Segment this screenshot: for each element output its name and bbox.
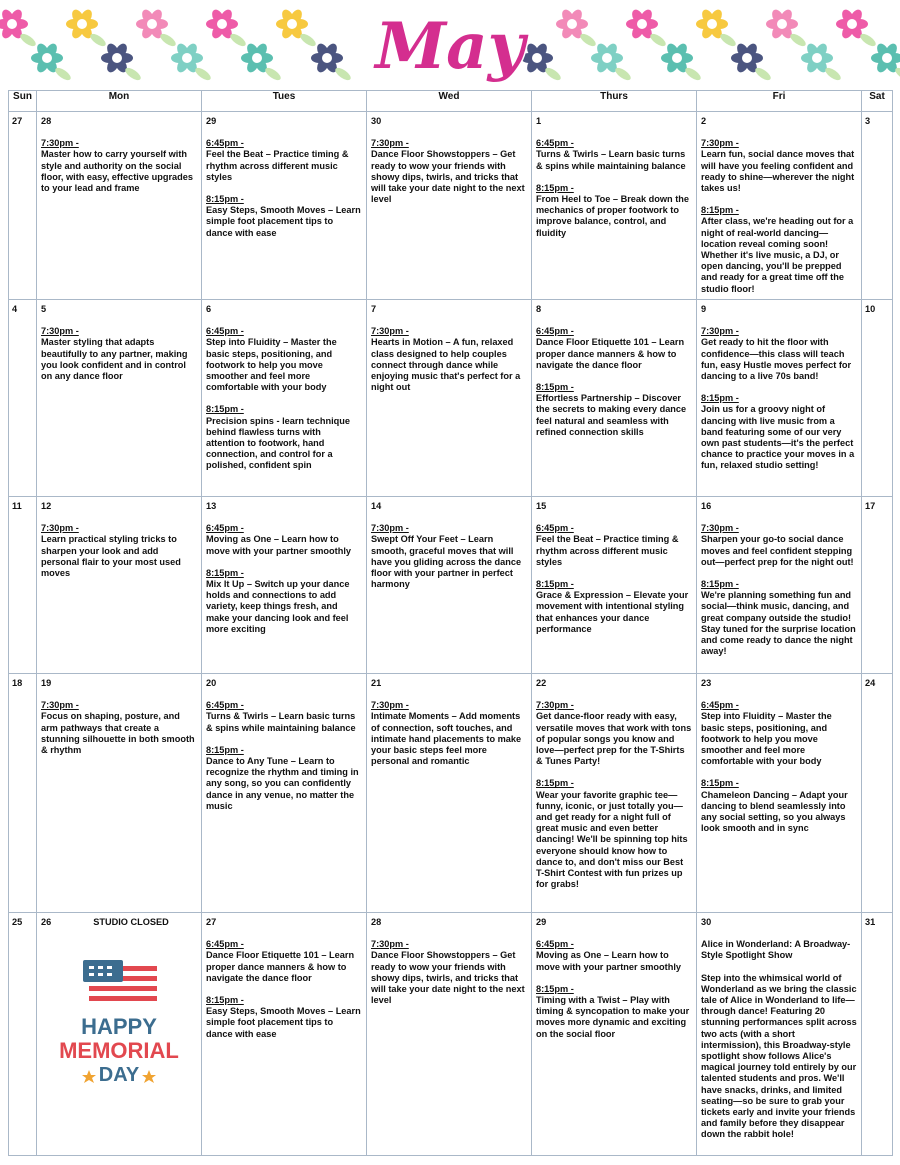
event-description: Precision spins - learn technique behind flawless turns with attention to footwork, hand connection, and control for a polished, confident spin: [206, 415, 350, 471]
event-description: Effortless Partnership – Discover the secrets to making every dance feel natural and seamless with refined connection skills: [536, 393, 687, 437]
holiday-line-2: MEMORIAL: [59, 1038, 179, 1064]
day-number: 21: [371, 678, 382, 688]
event-time: 7:30pm -: [536, 700, 574, 711]
day-cell: [367, 913, 532, 1156]
event-description: Mix It Up – Switch up your dance holds and connections to add variety, keep things fresh, and make your dancing look and feel more exciting: [206, 579, 350, 634]
day-cell: [37, 674, 202, 913]
event-time: 8:15pm -: [536, 983, 574, 994]
event-description: Master how to carry yourself with style and authority on the social floor, with easy, effective upgrades to your lead and frame: [41, 149, 193, 194]
event-description: Hearts in Motion – A fun, relaxed class designed to help couples connect through dance while enjoying music that's perfect for a night out: [371, 337, 521, 393]
day-number: 20: [206, 678, 217, 688]
event-description: Get ready to hit the floor with confidence—this class will teach fun, easy Hustle moves perfect for dancing to a live 70s band!: [701, 337, 852, 382]
event-description: Intimate Moments – Add moments of connection, soft touches, and intimate hand placements to make your basic steps feel more personal and romantic: [371, 711, 522, 767]
day-cell: [697, 112, 862, 300]
event-description: Dance to Any Tune – Learn to recognize the rhythm and timing in any song, so you can confidently dance in any venue, no matter the music: [206, 756, 359, 811]
day-cell: [37, 300, 202, 497]
day-cell: [37, 112, 202, 300]
event-description: We're planning something fun and social—think music, dancing, and great company outside the studio! Stay tuned for the surprise location and come ready to dance the night away!: [701, 590, 856, 657]
day-cell: [367, 674, 532, 913]
event-description: Step into the whimsical world of Wonderland as we bring the classic tale of Alice in Wonderland to life—through dance! Featuring 20 stunning performances split across two acts (with a short intermission), this Broadway-style spotlight show follows Alice's magical journey told entirely by our talented students and pros. We'll have snacks, drinks, and limited seating—so be sure to grab your tickets early and invite your friends and family before they disappear down the rabbit hole!: [701, 972, 857, 1140]
studio-closed-note: STUDIO CLOSED: [93, 917, 169, 927]
day-cell-sun: 25: [9, 913, 37, 1156]
day-cell: [697, 300, 862, 497]
event-time: 8:15pm -: [701, 205, 739, 216]
floral-banner: [0, 0, 900, 88]
event-description: Moving as One – Learn how to move with your partner smoothly: [206, 534, 351, 556]
day-number: 29: [206, 116, 217, 126]
event-description: Dance Floor Etiquette 101 – Learn proper dance manners & how to navigate the dance floor: [536, 337, 685, 370]
day-cell-sat: 10: [862, 300, 893, 497]
event-description: Get dance-floor ready with easy, versatile moves that work with tons of popular songs you know and love—perfect prep for the T-Shirts & Tunes Party!: [536, 711, 692, 767]
event-title: Alice in Wonderland: A Broadway-Style Spotlight Show: [701, 939, 851, 961]
day-cell: [202, 497, 367, 674]
day-number: 7: [371, 304, 377, 314]
event-time: 6:45pm -: [206, 939, 244, 950]
event-time: 7:30pm -: [371, 700, 409, 711]
day-number: 28: [41, 116, 52, 126]
day-cell-memorial: [37, 913, 202, 1156]
event-description: Learn fun, social dance moves that will have you feeling confident and ready to shine—wherever the night takes us!: [701, 149, 855, 194]
event-description: Focus on shaping, posture, and arm pathways that create a stunning silhouette in both smooth & rhythm: [41, 711, 195, 756]
event-time: 8:15pm -: [536, 382, 574, 393]
day-number: 26: [41, 917, 52, 927]
american-flag-icon: [83, 960, 157, 1008]
event-description: Join us for a groovy night of dancing with live music from a band featuring some of our very own past students—it's the perfect chance to practice your moves in a fun, relaxed studio setting!: [701, 404, 855, 471]
event-description: Step into Fluidity – Master the basic steps, positioning, and footwork to help you move smoother and feel more comfortable with your body: [701, 711, 832, 767]
event-time: 6:45pm -: [536, 326, 574, 337]
calendar-grid: [8, 90, 893, 1156]
event-time: 7:30pm -: [371, 326, 409, 337]
event-time: 8:15pm -: [206, 404, 244, 415]
weekday-wed: Wed: [367, 91, 532, 112]
day-cell: [37, 497, 202, 674]
day-cell: [367, 112, 532, 300]
day-cell-sun: 4: [9, 300, 37, 497]
week-row: [9, 497, 893, 674]
day-number: 16: [701, 501, 712, 511]
day-number: 27: [206, 917, 217, 927]
event-description: Easy Steps, Smooth Moves – Learn simple foot placement tips to dance with ease: [206, 205, 361, 238]
event-time: 7:30pm -: [701, 523, 739, 534]
day-number: 19: [41, 678, 52, 688]
event-time: 6:45pm -: [536, 939, 574, 950]
day-cell-sat: 31: [862, 913, 893, 1156]
weekday-header: [9, 91, 893, 112]
day-cell-sat: 24: [862, 674, 893, 913]
holiday-line-1: HAPPY: [81, 1014, 157, 1040]
day-number: 30: [371, 116, 382, 126]
day-cell: [532, 497, 697, 674]
day-number: 28: [371, 917, 382, 927]
day-cell: [532, 112, 697, 300]
event-description: Sharpen your go-to social dance moves and feel confident stepping out—perfect prep for the night out!: [701, 534, 854, 567]
day-cell: [697, 674, 862, 913]
star-icon: [82, 1070, 96, 1083]
weekday-sun: Sun: [9, 91, 37, 112]
event-time: 8:15pm -: [701, 778, 739, 789]
weekday-sat: Sat: [862, 91, 893, 112]
day-cell-sun: 18: [9, 674, 37, 913]
event-time: 7:30pm -: [41, 523, 79, 534]
day-cell: [367, 497, 532, 674]
memorial-day-graphic: [49, 954, 197, 1089]
day-number: 8: [536, 304, 542, 314]
day-cell: [532, 300, 697, 497]
day-number: 1: [536, 116, 542, 126]
day-number: 9: [701, 304, 707, 314]
day-cell-show: [697, 913, 862, 1156]
day-cell: [697, 497, 862, 674]
event-description: Dance Floor Etiquette 101 – Learn proper dance manners & how to navigate the dance floor: [206, 950, 355, 983]
event-time: 7:30pm -: [371, 523, 409, 534]
event-description: Step into Fluidity – Master the basic steps, positioning, and footwork to help you move smoother and feel more comfortable with your body: [206, 337, 337, 393]
event-time: 7:30pm -: [701, 326, 739, 337]
event-time: 8:15pm -: [206, 995, 244, 1006]
weekday-tue: Tues: [202, 91, 367, 112]
weekday-fri: Fri: [697, 91, 862, 112]
day-cell-sun: 11: [9, 497, 37, 674]
event-description: Dance Floor Showstoppers – Get ready to wow your friends with showy dips, twirls, and tricks that will take your date night to the next level: [371, 950, 525, 1006]
day-cell-sat: 17: [862, 497, 893, 674]
day-number: 12: [41, 501, 52, 511]
event-time: 6:45pm -: [701, 700, 739, 711]
event-time: 8:15pm -: [206, 194, 244, 205]
event-time: 7:30pm -: [701, 138, 739, 149]
day-cell: [202, 913, 367, 1156]
event-description: Learn practical styling tricks to sharpen your look and add personal flair to your most used moves: [41, 534, 181, 579]
event-description: After class, we're heading out for a night of real-world dancing—location reveal coming soon! Whether it's live music, a DJ, or open dancing, you'll be prepped and ready for a great time off the studio floor!: [701, 216, 854, 294]
event-description: Timing with a Twist – Play with timing & syncopation to make your moves more dynamic and exciting on the social floor: [536, 995, 690, 1039]
event-time: 8:15pm -: [701, 579, 739, 590]
day-number: 29: [536, 917, 547, 927]
day-number: 13: [206, 501, 217, 511]
day-cell-sun: 27: [9, 112, 37, 300]
day-cell: [202, 112, 367, 300]
day-number: 6: [206, 304, 212, 314]
event-time: 6:45pm -: [206, 523, 244, 534]
weekday-mon: Mon: [37, 91, 202, 112]
event-time: 6:45pm -: [206, 700, 244, 711]
event-time: 8:15pm -: [536, 778, 574, 789]
event-time: 7:30pm -: [41, 700, 79, 711]
day-number: 2: [701, 116, 707, 126]
day-number: 23: [701, 678, 712, 688]
event-time: 6:45pm -: [206, 326, 244, 337]
day-cell: [202, 300, 367, 497]
event-time: 8:15pm -: [206, 744, 244, 755]
event-time: 8:15pm -: [536, 579, 574, 590]
event-time: 7:30pm -: [41, 138, 79, 149]
event-description: Wear your favorite graphic tee—funny, iconic, or just totally you—and get ready for a night full of great music and even better dancing! We'll be spinning top hits everyone should know how to dance to, and don't miss our Best T-Shirt Contest with fun prizes up for grabs!: [536, 789, 688, 890]
day-cell: [532, 913, 697, 1156]
week-row: [9, 674, 893, 913]
event-description: Turns & Twirls – Learn basic turns & spins while maintaining balance: [536, 149, 686, 171]
day-cell: [367, 300, 532, 497]
day-number: 5: [41, 304, 47, 314]
day-cell: [532, 674, 697, 913]
event-time: 7:30pm -: [41, 326, 79, 337]
event-description: Swept Off Your Feet – Learn smooth, graceful moves that will have you gliding across the dance floor with your partner in perfect harmony: [371, 534, 522, 590]
day-cell-sat: 3: [862, 112, 893, 300]
event-description: Moving as One – Learn how to move with your partner smoothly: [536, 950, 681, 972]
day-cell: [202, 674, 367, 913]
event-time: 7:30pm -: [371, 138, 409, 149]
event-description: Feel the Beat – Practice timing & rhythm across different music styles: [206, 149, 349, 182]
event-time: 6:45pm -: [536, 523, 574, 534]
event-time: 7:30pm -: [371, 939, 409, 950]
event-time: 6:45pm -: [206, 138, 244, 149]
event-description: Feel the Beat – Practice timing & rhythm across different music styles: [536, 534, 679, 567]
holiday-line-3: DAY: [98, 1064, 140, 1087]
event-description: Turns & Twirls – Learn basic turns & spins while maintaining balance: [206, 711, 356, 733]
month-title: May: [375, 9, 525, 84]
star-icon: [142, 1070, 156, 1083]
weekday-thu: Thurs: [532, 91, 697, 112]
event-time: 8:15pm -: [536, 182, 574, 193]
week-row: [9, 300, 893, 497]
event-description: Dance Floor Showstoppers – Get ready to wow your friends with showy dips, twirls, and tricks that will take your date night to the next level: [371, 149, 525, 205]
event-description: From Heel to Toe – Break down the mechanics of proper footwork to improve balance, control, and fluidity: [536, 194, 689, 238]
event-description: Master styling that adapts beautifully to any partner, making you look confident and in control on any dance floor: [41, 337, 188, 382]
day-number: 14: [371, 501, 382, 511]
event-description: Grace & Expression – Elevate your movement with intentional styling that enhances your dance performance: [536, 590, 689, 634]
event-time: 6:45pm -: [536, 138, 574, 149]
week-row: [9, 913, 893, 1156]
day-number: 30: [701, 917, 712, 927]
week-row: [9, 112, 893, 300]
event-description: Chameleon Dancing – Adapt your dancing to blend seamlessly into any social setting, so you always look smooth and in sync: [701, 789, 848, 834]
event-time: 8:15pm -: [206, 567, 244, 578]
event-time: 8:15pm -: [701, 393, 739, 404]
day-number: 22: [536, 678, 547, 688]
day-number: 15: [536, 501, 547, 511]
event-description: Easy Steps, Smooth Moves – Learn simple foot placement tips to dance with ease: [206, 1006, 361, 1039]
